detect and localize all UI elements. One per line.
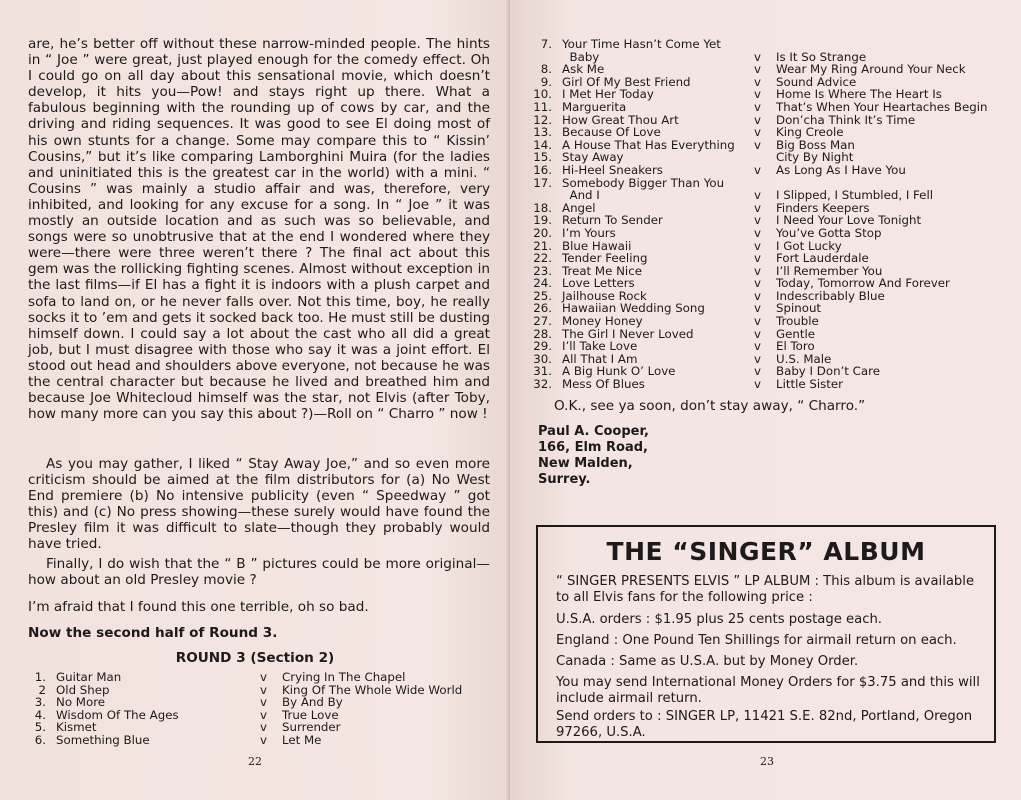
right-page [510,0,1021,800]
matchup-number: 19. [533,213,552,228]
matchup-song-a: Stay Away [562,150,624,165]
matchup-song-a: Baby [562,49,600,64]
address-line: 166, Elm Road, [538,440,648,455]
matchup-versus: v [754,377,761,392]
matchup-song-a: Return To Sender [562,213,663,228]
matchup-number: 1. [34,670,46,684]
matchup-song-b: Gentle [776,326,816,341]
matchup-song-b: Big Boss Man [776,137,855,152]
matchup-number [532,189,552,202]
page-number-left: 22 [248,755,262,768]
address-line: Paul A. Cooper, [538,424,649,439]
matchup-song-b: You’ve Gotta Stop [776,225,882,240]
matchup-number: 6. [34,732,46,747]
matchup-number: 3. [34,695,46,710]
matchup-song-b: As Long As I Have You [776,162,906,177]
matchup-number: 32. [533,377,552,392]
matchup-versus: v [754,276,761,291]
matchup-song-a: Treat Me Nice [562,263,642,278]
ad-text: “ SINGER PRESENTS ELVIS ” LP ALBUM : This album is available to all Elvis fans for the following price : [556,574,975,605]
page-number-right: 23 [760,755,774,768]
matchup-song-a: I’m Yours [562,225,616,240]
matchup-song-a: Your Time Hasn’t Come Yet [562,37,721,51]
matchup-song-b: Trouble [776,314,819,329]
matchup-row [532,63,988,76]
matchup-number: 11. [533,99,552,114]
matchup-song-b: Crying In The Chapel [282,670,406,684]
matchup-song-a: Somebody Bigger Than You [562,175,725,190]
matchup-song-a: Love Letters [562,276,635,291]
matchup-song-a: Wisdom Of The Ages [56,707,179,722]
matchup-versus: v [754,364,761,379]
matchup-song-a: Money Honey [562,314,643,329]
matchup-versus: v [260,682,267,697]
matchup-number: 27. [533,314,552,329]
matchup-number: 30. [533,351,552,366]
matchup-song-a: Something Blue [56,732,150,747]
matchup-number: 4. [34,707,46,722]
matchup-song-b: Wear My Ring Around Your Neck [776,62,966,77]
matchup-song-b: I Slipped, I Stumbled, I Fell [776,188,933,203]
matchup-versus: v [754,74,761,89]
matchup-song-b: Spinout [776,301,822,316]
matchup-song-a: Mess Of Blues [562,377,645,392]
ad-title: THE “SINGER” ALBUM [606,537,926,566]
round-matchup-list-left [32,671,462,747]
matchup-row [532,315,988,328]
matchup-song-b: Let Me [282,732,322,747]
matchup-row [532,340,988,353]
matchup-song-a: I Met Her Today [562,87,654,102]
ad-text: U.S.A. orders : $1.95 plus 25 cents postage each. [556,612,883,627]
matchup-song-a: A Big Hunk O’ Love [562,364,676,379]
matchup-number: 20. [533,225,552,240]
matchup-number: 23. [533,263,552,278]
matchup-song-a: All That I Am [562,351,638,366]
matchup-number: 18. [533,200,552,215]
singer-album-ad [536,525,996,743]
matchup-song-a: Ask Me [562,62,605,77]
matchup-versus: v [754,225,761,240]
left-page [0,0,510,800]
round-intro: Now the second half of Round 3. [28,625,278,641]
matchup-row [32,696,462,709]
signoff-line: O.K., see ya soon, don’t stay away, “ Charro.” [554,398,866,414]
matchup-number: 13. [533,125,552,140]
matchup-song-a: Kismet [56,720,97,735]
matchup-number: 10. [533,87,552,102]
matchup-number: 7. [540,37,552,51]
matchup-versus [754,38,776,51]
matchup-song-a: Marguerita [562,99,627,114]
review-paragraph-4: I’m afraid that I found this one terrible, oh so bad. [28,599,369,615]
matchup-song-b: Finders Keepers [776,200,870,215]
matchup-number: 9. [540,74,552,89]
matchup-row [32,671,462,684]
matchup-song-a: How Great Thou Art [562,112,679,127]
matchup-song-b: Today, Tomorrow And Forever [776,276,950,291]
round-matchup-list-right [532,38,988,391]
matchup-number: 31. [533,364,552,379]
matchup-song-b: King Of The Whole Wide World [282,682,463,697]
matchup-number: 22. [533,251,552,266]
matchup-song-a: I’ll Take Love [562,339,638,354]
matchup-row [532,126,988,139]
matchup-row [532,189,988,202]
matchup-versus: v [754,213,761,228]
matchup-versus: v [260,732,267,747]
matchup-song-b: Surrender [282,720,341,735]
review-paragraph-3: Finally, I do wish that the “ B ” pictures could be more original—how about an old Presley movie ? [28,556,490,589]
matchup-song-a: Old Shep [56,682,110,697]
address-line: New Malden, [538,456,633,471]
matchup-versus: v [754,238,761,253]
matchup-song-a: Girl Of My Best Friend [562,74,691,89]
matchup-versus: v [754,351,761,366]
matchup-versus: v [754,263,761,278]
matchup-song-a: Jailhouse Rock [562,288,647,303]
matchup-row [532,227,988,240]
matchup-number: 26. [533,301,552,316]
matchup-versus: v [754,87,761,102]
matchup-versus: v [754,251,761,266]
matchup-versus: v [260,720,267,735]
matchup-song-b: Fort Lauderdale [776,251,869,266]
matchup-number: 29. [533,339,552,354]
matchup-song-b: City By Night [776,150,854,165]
matchup-song-a: Guitar Man [56,670,122,684]
matchup-versus: v [754,112,761,127]
matchup-row [532,277,988,290]
review-paragraph-1: are, he’s better off without these narrow-minded people. The hints in “ Joe ” were great, just played enough for the comedy effect. Oh I could go on all day about this sensational movie, which doesn’t develop, it hits you—Pow! and stays right up there. What a fabulous beginning with the rounding up of cows by car, and the driving and riding sequences. It was good to see El doing most of his own stunts for a change. Some may compare this to “ Kissin’ Cousins,” but it’s like comparing Lamborghini Muira (for the ladies and uninitiated this is the greatest car in the world) with a mini. “ Cousins ” was mainly a studio affair and was, therefore, very inhibited, and looking for any excuse for a song. In “ Joe ” it was mostly an outside location and as such was so believable, and songs were so unobtrusive that at the end I wondered where they were—there were three weren’t there ? The final act about this gem was the rollicking fighting scenes. Almost without exception in the last films—if El has a fight it is indoors with a plush carpet and sofa to land on, or he never falls over. Not this time, boy, he really socks it to ’em and gets it socked back too. He must still be dusting himself down. I could say a lot about the cast who all did a great job, but I must disagree with those who say it was a joint effort. El stood out head and shoulders above everyone, not because he was the central character but because he lived and breathed him and because Joe Whitecloud himself was the star, not Elvis (after Toby, how many more can you say this about ?)—Roll on “ Charro ” now ! [28,36,490,423]
matchup-song-a: And I [562,188,600,203]
matchup-song-b: Little Sister [776,377,844,392]
matchup-number: 24. [533,276,552,291]
matchup-versus: v [754,49,761,64]
matchup-versus: v [754,125,761,140]
matchup-number: 21. [533,238,552,253]
matchup-song-b: I Need Your Love Tonight [776,213,922,228]
matchup-song-a: The Girl I Never Loved [562,326,694,341]
matchup-song-a: Because Of Love [562,125,661,140]
matchup-row [532,101,988,114]
matchup-song-b: I Got Lucky [776,238,842,253]
matchup-song-b: El Toro [776,339,815,354]
matchup-number: 17. [533,175,552,190]
address-line: Surrey. [538,472,591,487]
matchup-versus: v [260,695,267,710]
matchup-song-b: Home Is Where The Heart Is [776,87,942,102]
matchup-number: 28. [533,326,552,341]
matchup-number: 16. [533,162,552,177]
matchup-number: 15. [533,150,552,165]
round-title: ROUND 3 (Section 2) [175,650,335,666]
author-address [538,424,649,488]
matchup-row [32,734,462,747]
ad-text: Canada : Same as U.S.A. but by Money Order. [556,654,859,669]
matchup-versus: v [754,188,761,203]
matchup-number: 8. [540,62,552,77]
matchup-number: 5. [34,720,46,735]
matchup-versus: v [754,288,761,303]
matchup-song-b: Baby I Don’t Care [776,364,880,379]
matchup-song-a: A House That Has Everything [562,137,735,152]
matchup-song-b: Is It So Strange [776,49,867,64]
matchup-song-b: Sound Advice [776,74,857,89]
matchup-versus: v [754,62,761,77]
matchup-song-b: By And By [282,695,343,710]
matchup-row [532,252,988,265]
matchup-song-b: That’s When Your Heartaches Begin [776,99,988,114]
review-paragraph-2: As you may gather, I liked “ Stay Away Joe,” and so even more criticism should be aimed at the film distributors for (a) No West End premiere (b) No intensive publicity (even “ Speedway ” got this) and (c) No press showing—these surely would have found the Presley film it was difficult to slate—though they probably would have tried. [28,456,490,553]
matchup-number: 14. [533,137,552,152]
matchup-song-a: Tender Feeling [562,251,648,266]
ad-text: England : One Pound Ten Shillings for airmail return on each. [556,633,957,648]
matchup-versus: v [260,707,267,722]
matchup-versus: v [754,314,761,329]
matchup-number: 2 [38,682,46,697]
ad-text: You may send International Money Orders for $3.75 and this will include airmail return. [556,675,980,706]
matchup-song-a: Hawaiian Wedding Song [562,301,705,316]
matchup-versus: v [754,137,761,152]
matchup-row [532,38,988,51]
matchup-row [532,378,988,391]
matchup-versus: v [754,200,761,215]
matchup-song-a: No More [56,695,106,710]
matchup-song-b: Indescribably Blue [776,288,885,303]
matchup-song-a: Blue Hawaii [562,238,632,253]
matchup-number: 12. [533,112,552,127]
matchup-song-b: King Creole [776,125,844,140]
matchup-song-b: U.S. Male [776,351,832,366]
matchup-song-a: Angel [562,200,596,215]
matchup-versus: v [260,670,267,684]
matchup-song-b: Don’cha Think It’s Time [776,112,916,127]
matchup-song-b: True Love [282,707,339,722]
matchup-versus: v [754,301,761,316]
matchup-versus: v [754,339,761,354]
matchup-versus: v [754,326,761,341]
matchup-song-a: Hi-Heel Sneakers [562,162,663,177]
matchup-row [532,164,988,177]
matchup-versus: v [754,162,761,177]
matchup-number: 25. [533,288,552,303]
ad-text: Send orders to : SINGER LP, 11421 S.E. 82nd, Portland, Oregon 97266, U.S.A. [556,709,973,740]
matchup-versus: v [754,99,761,114]
matchup-song-b: I’ll Remember You [776,263,883,278]
